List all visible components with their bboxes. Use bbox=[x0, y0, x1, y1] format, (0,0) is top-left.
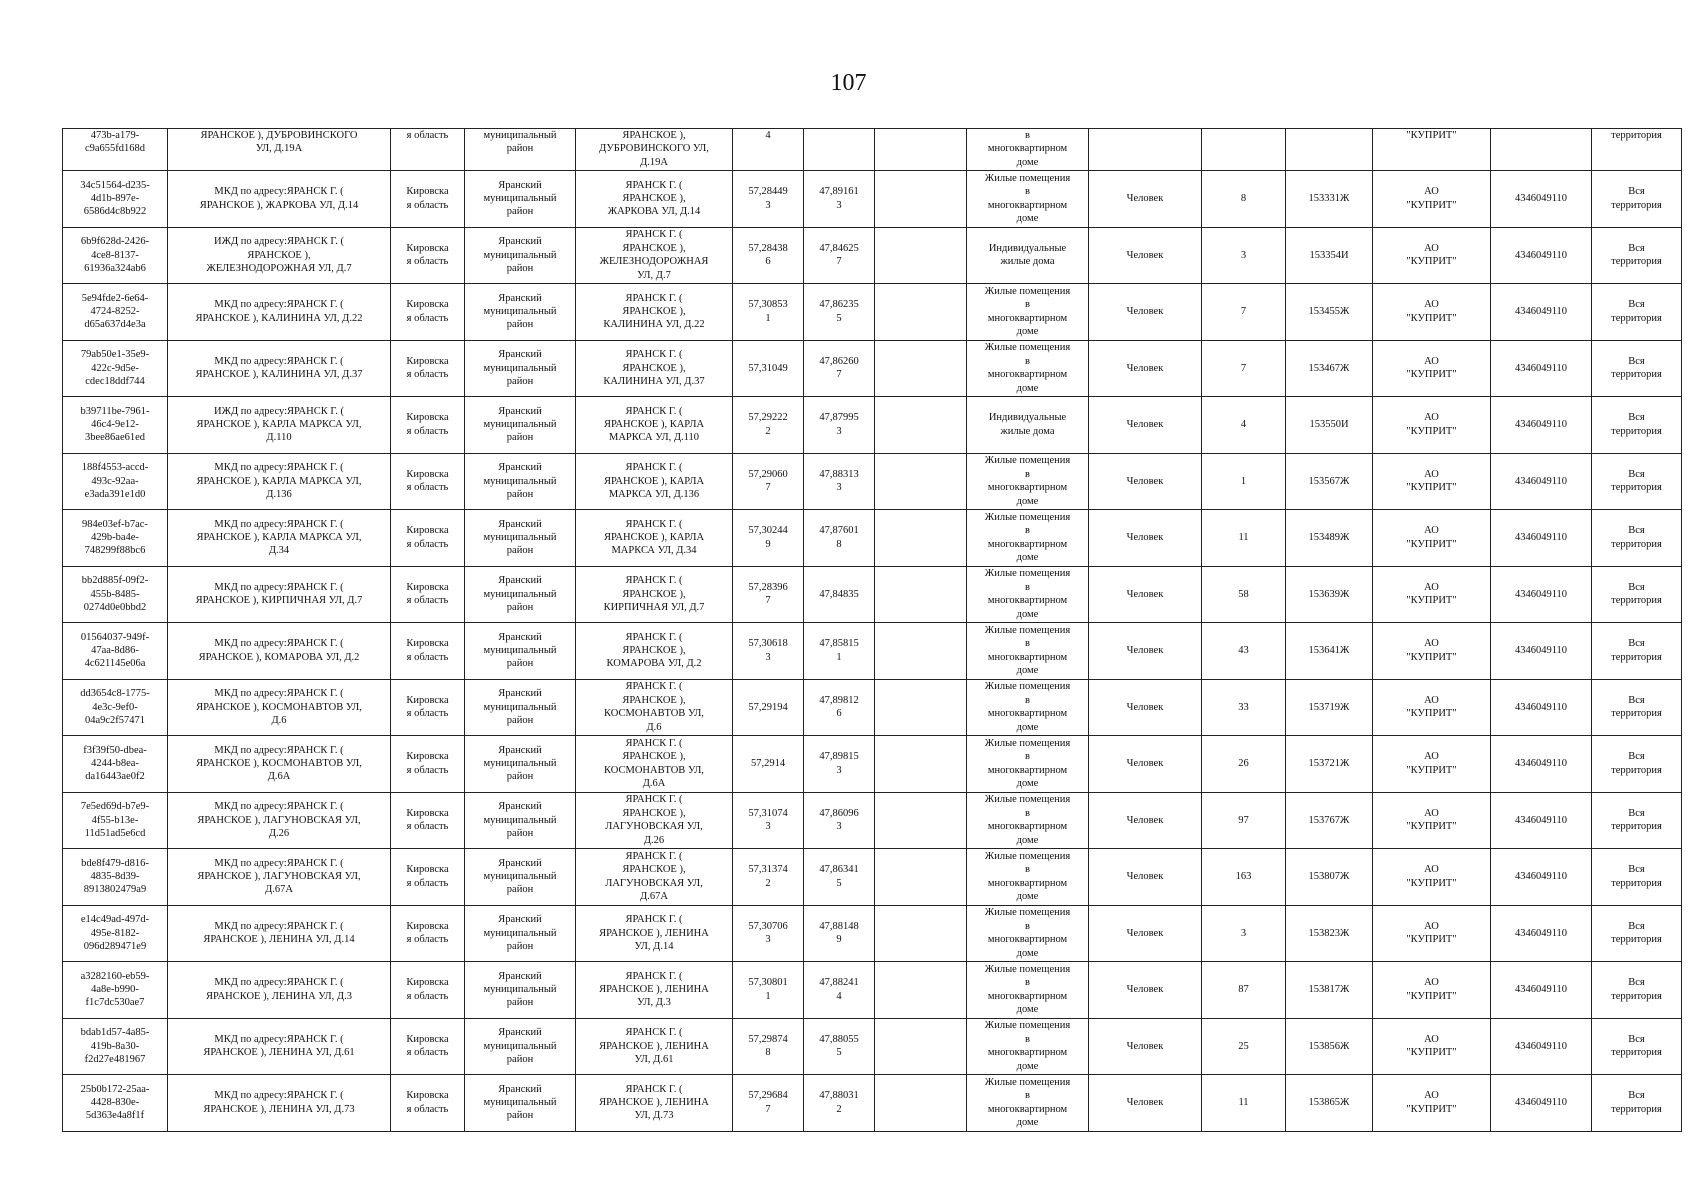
cell-latitude: 57,28449 3 bbox=[733, 171, 804, 228]
cell-longitude: 47,88055 5 bbox=[804, 1018, 875, 1075]
cell-unit: Человек bbox=[1089, 284, 1202, 341]
cell-latitude: 57,2914 bbox=[733, 736, 804, 793]
cell-longitude: 47,84625 7 bbox=[804, 227, 875, 284]
cell-type: Жилые помещения в многоквартирном доме bbox=[967, 1075, 1089, 1132]
cell-unit: Человек bbox=[1089, 566, 1202, 623]
cell-full-address: ЯРАНСК Г. ( ЯРАНСКОЕ ), КАРЛА МАРКСА УЛ, Д.110 bbox=[576, 397, 733, 454]
cell-region: Кировска я область bbox=[391, 792, 465, 849]
cell-inn: 4346049110 bbox=[1491, 849, 1592, 906]
cell-address: МКД по адресу:ЯРАНСК Г. ( ЯРАНСКОЕ ), КАЛИНИНА УЛ, Д.37 bbox=[168, 340, 391, 397]
cell-code: 153807Ж bbox=[1286, 849, 1373, 906]
cell-address: МКД по адресу:ЯРАНСК Г. ( ЯРАНСКОЕ ), ЛАГУНОВСКАЯ УЛ, Д.67А bbox=[168, 849, 391, 906]
cell-unit: Человек bbox=[1089, 905, 1202, 962]
cell-inn: 4346049110 bbox=[1491, 171, 1592, 228]
cell-latitude: 57,28396 7 bbox=[733, 566, 804, 623]
table-row bbox=[63, 905, 1682, 962]
table-row bbox=[63, 453, 1682, 510]
page-number: 107 bbox=[830, 70, 867, 96]
cell-type: Жилые помещения в многоквартирном доме bbox=[967, 1018, 1089, 1075]
registry-table bbox=[62, 128, 1682, 1132]
cell-count: 58 bbox=[1202, 566, 1286, 623]
cell-full-address: ЯРАНСК Г. ( ЯРАНСКОЕ ), ЛАГУНОВСКАЯ УЛ, Д.26 bbox=[576, 792, 733, 849]
cell-region: Кировска я область bbox=[391, 1018, 465, 1075]
cell-district: Яранский муниципальный район bbox=[465, 849, 576, 906]
cell-id: 25b0b172-25aa- 4428-830e- 5d363e4a8f1f bbox=[63, 1075, 168, 1132]
cell-territory: Вся территория bbox=[1592, 792, 1682, 849]
cell-id: bde8f479-d816- 4835-8d39- 8913802479a9 bbox=[63, 849, 168, 906]
cell-org: "КУПРИТ" bbox=[1373, 129, 1491, 171]
cell-longitude: 47,89815 3 bbox=[804, 736, 875, 793]
cell-region: Кировска я область bbox=[391, 905, 465, 962]
cell-inn: 4346049110 bbox=[1491, 284, 1592, 341]
cell-address: МКД по адресу:ЯРАНСК Г. ( ЯРАНСКОЕ ), КАРЛА МАРКСА УЛ, Д.34 bbox=[168, 510, 391, 567]
cell-latitude: 57,29684 7 bbox=[733, 1075, 804, 1132]
cell-district: муниципальный район bbox=[465, 129, 576, 171]
cell-full-address: ЯРАНСК Г. ( ЯРАНСКОЕ ), ЖАРКОВА УЛ, Д.14 bbox=[576, 171, 733, 228]
cell-org: АО "КУПРИТ" bbox=[1373, 736, 1491, 793]
cell-extra bbox=[875, 171, 967, 228]
cell-type: Жилые помещения в многоквартирном доме bbox=[967, 792, 1089, 849]
cell-territory: Вся территория bbox=[1592, 397, 1682, 454]
cell-inn: 4346049110 bbox=[1491, 962, 1592, 1019]
cell-org: АО "КУПРИТ" bbox=[1373, 227, 1491, 284]
cell-longitude: 47,87601 8 bbox=[804, 510, 875, 567]
cell-org: АО "КУПРИТ" bbox=[1373, 792, 1491, 849]
cell-region: я область bbox=[391, 129, 465, 171]
cell-id: b39711be-7961- 46c4-9e12- 3bee86ae61ed bbox=[63, 397, 168, 454]
cell-district: Яранский муниципальный район bbox=[465, 736, 576, 793]
cell-id: bdab1d57-4a85- 419b-8a30- f2d27e481967 bbox=[63, 1018, 168, 1075]
cell-latitude: 57,30706 3 bbox=[733, 905, 804, 962]
cell-full-address: ЯРАНСК Г. ( ЯРАНСКОЕ ), КОМАРОВА УЛ, Д.2 bbox=[576, 623, 733, 680]
cell-type: в многоквартирном доме bbox=[967, 129, 1089, 171]
cell-territory: Вся территория bbox=[1592, 566, 1682, 623]
cell-district: Яранский муниципальный район bbox=[465, 1075, 576, 1132]
cell-address: МКД по адресу:ЯРАНСК Г. ( ЯРАНСКОЕ ), КОМАРОВА УЛ, Д.2 bbox=[168, 623, 391, 680]
cell-longitude: 47,84835 bbox=[804, 566, 875, 623]
cell-latitude: 57,30801 1 bbox=[733, 962, 804, 1019]
cell-latitude: 57,28438 6 bbox=[733, 227, 804, 284]
cell-latitude: 57,31049 bbox=[733, 340, 804, 397]
table-row bbox=[63, 340, 1682, 397]
cell-full-address: ЯРАНСК Г. ( ЯРАНСКОЕ ), ЛЕНИНА УЛ, Д.61 bbox=[576, 1018, 733, 1075]
cell-district: Яранский муниципальный район bbox=[465, 284, 576, 341]
cell-id: 188f4553-accd- 493c-92aa- e3ada391e1d0 bbox=[63, 453, 168, 510]
cell-id: 79ab50e1-35e9- 422c-9d5e- cdec18ddf744 bbox=[63, 340, 168, 397]
cell-unit: Человек bbox=[1089, 849, 1202, 906]
cell-org: АО "КУПРИТ" bbox=[1373, 849, 1491, 906]
cell-district: Яранский муниципальный район bbox=[465, 171, 576, 228]
cell-unit: Человек bbox=[1089, 679, 1202, 736]
cell-latitude: 57,29222 2 bbox=[733, 397, 804, 454]
cell-code: 153721Ж bbox=[1286, 736, 1373, 793]
cell-org: АО "КУПРИТ" bbox=[1373, 1075, 1491, 1132]
table-row bbox=[63, 227, 1682, 284]
cell-org: АО "КУПРИТ" bbox=[1373, 566, 1491, 623]
cell-district: Яранский муниципальный район bbox=[465, 510, 576, 567]
cell-inn: 4346049110 bbox=[1491, 1075, 1592, 1132]
cell-extra bbox=[875, 227, 967, 284]
cell-longitude: 47,86096 3 bbox=[804, 792, 875, 849]
cell-territory: Вся территория bbox=[1592, 849, 1682, 906]
cell-district: Яранский муниципальный район bbox=[465, 340, 576, 397]
table-row bbox=[63, 1075, 1682, 1132]
cell-address: МКД по адресу:ЯРАНСК Г. ( ЯРАНСКОЕ ), КИРПИЧНАЯ УЛ, Д.7 bbox=[168, 566, 391, 623]
cell-region: Кировска я область bbox=[391, 171, 465, 228]
cell-count: 25 bbox=[1202, 1018, 1286, 1075]
cell-inn: 4346049110 bbox=[1491, 792, 1592, 849]
cell-org: АО "КУПРИТ" bbox=[1373, 171, 1491, 228]
cell-code bbox=[1286, 129, 1373, 171]
cell-latitude: 4 bbox=[733, 129, 804, 171]
cell-org: АО "КУПРИТ" bbox=[1373, 284, 1491, 341]
cell-territory: Вся территория bbox=[1592, 623, 1682, 680]
cell-longitude: 47,85815 1 bbox=[804, 623, 875, 680]
cell-latitude: 57,30853 1 bbox=[733, 284, 804, 341]
cell-address: МКД по адресу:ЯРАНСК Г. ( ЯРАНСКОЕ ), КАРЛА МАРКСА УЛ, Д.136 bbox=[168, 453, 391, 510]
cell-type: Жилые помещения в многоквартирном доме bbox=[967, 340, 1089, 397]
cell-id: 984e03ef-b7ac- 429b-ba4e- 748299f88bc6 bbox=[63, 510, 168, 567]
cell-latitude: 57,31074 3 bbox=[733, 792, 804, 849]
cell-address: МКД по адресу:ЯРАНСК Г. ( ЯРАНСКОЕ ), ЛЕНИНА УЛ, Д.3 bbox=[168, 962, 391, 1019]
cell-unit: Человек bbox=[1089, 1075, 1202, 1132]
cell-territory: Вся территория bbox=[1592, 453, 1682, 510]
cell-count: 1 bbox=[1202, 453, 1286, 510]
cell-district: Яранский муниципальный район bbox=[465, 453, 576, 510]
cell-code: 153639Ж bbox=[1286, 566, 1373, 623]
cell-latitude: 57,29874 8 bbox=[733, 1018, 804, 1075]
cell-type: Индивидуальные жилые дома bbox=[967, 227, 1089, 284]
cell-unit: Человек bbox=[1089, 227, 1202, 284]
cell-count: 3 bbox=[1202, 227, 1286, 284]
cell-code: 153467Ж bbox=[1286, 340, 1373, 397]
cell-count: 4 bbox=[1202, 397, 1286, 454]
cell-district: Яранский муниципальный район bbox=[465, 792, 576, 849]
cell-inn: 4346049110 bbox=[1491, 227, 1592, 284]
cell-longitude: 47,89161 3 bbox=[804, 171, 875, 228]
cell-address: МКД по адресу:ЯРАНСК Г. ( ЯРАНСКОЕ ), КАЛИНИНА УЛ, Д.22 bbox=[168, 284, 391, 341]
table-row bbox=[63, 566, 1682, 623]
cell-longitude: 47,86341 5 bbox=[804, 849, 875, 906]
cell-count: 26 bbox=[1202, 736, 1286, 793]
cell-id: 7e5ed69d-b7e9- 4f55-b13e- 11d51ad5e6cd bbox=[63, 792, 168, 849]
cell-region: Кировска я область bbox=[391, 679, 465, 736]
cell-full-address: ЯРАНСК Г. ( ЯРАНСКОЕ ), ЛЕНИНА УЛ, Д.14 bbox=[576, 905, 733, 962]
cell-type: Жилые помещения в многоквартирном доме bbox=[967, 510, 1089, 567]
cell-org: АО "КУПРИТ" bbox=[1373, 905, 1491, 962]
cell-count: 11 bbox=[1202, 510, 1286, 567]
cell-territory: Вся территория bbox=[1592, 905, 1682, 962]
data-rows bbox=[63, 171, 1682, 1132]
cell-district: Яранский муниципальный район bbox=[465, 679, 576, 736]
cell-id: dd3654c8-1775- 4e3c-9ef0- 04a9c2f57471 bbox=[63, 679, 168, 736]
cell-region: Кировска я область bbox=[391, 962, 465, 1019]
cell-count: 11 bbox=[1202, 1075, 1286, 1132]
cell-org: АО "КУПРИТ" bbox=[1373, 962, 1491, 1019]
cell-type: Жилые помещения в многоквартирном доме bbox=[967, 905, 1089, 962]
cell-longitude: 47,88031 2 bbox=[804, 1075, 875, 1132]
cell-latitude: 57,29060 7 bbox=[733, 453, 804, 510]
cell-region: Кировска я область bbox=[391, 1075, 465, 1132]
cell-address: ИЖД по адресу:ЯРАНСК Г. ( ЯРАНСКОЕ ), КАРЛА МАРКСА УЛ, Д.110 bbox=[168, 397, 391, 454]
table-row bbox=[63, 284, 1682, 341]
cell-extra bbox=[875, 453, 967, 510]
cell-type: Жилые помещения в многоквартирном доме bbox=[967, 736, 1089, 793]
cell-full-address: ЯРАНСК Г. ( ЯРАНСКОЕ ), КАРЛА МАРКСА УЛ, Д.136 bbox=[576, 453, 733, 510]
cell-extra bbox=[875, 905, 967, 962]
cell-unit: Человек bbox=[1089, 171, 1202, 228]
cell-territory: Вся территория bbox=[1592, 227, 1682, 284]
cell-id: 473b-a179- c9a655fd168d bbox=[63, 129, 168, 171]
cell-id: bb2d885f-09f2- 455b-8485- 0274d0e0bbd2 bbox=[63, 566, 168, 623]
cell-unit: Человек bbox=[1089, 736, 1202, 793]
cell-type: Жилые помещения в многоквартирном доме bbox=[967, 679, 1089, 736]
cell-longitude: 47,87995 3 bbox=[804, 397, 875, 454]
cell-unit: Человек bbox=[1089, 510, 1202, 567]
cell-org: АО "КУПРИТ" bbox=[1373, 510, 1491, 567]
cell-address: ИЖД по адресу:ЯРАНСК Г. ( ЯРАНСКОЕ ), ЖЕЛЕЗНОДОРОЖНАЯ УЛ, Д.7 bbox=[168, 227, 391, 284]
table-row bbox=[63, 849, 1682, 906]
cell-extra bbox=[875, 566, 967, 623]
cell-code: 153823Ж bbox=[1286, 905, 1373, 962]
cell-code: 153455Ж bbox=[1286, 284, 1373, 341]
cell-address: ЯРАНСКОЕ ), ДУБРОВИНСКОГО УЛ, Д.19А bbox=[168, 129, 391, 171]
cell-code: 153865Ж bbox=[1286, 1075, 1373, 1132]
cell-longitude: 47,89812 6 bbox=[804, 679, 875, 736]
cell-count: 3 bbox=[1202, 905, 1286, 962]
cell-count: 87 bbox=[1202, 962, 1286, 1019]
cell-longitude bbox=[804, 129, 875, 171]
table-row bbox=[63, 397, 1682, 454]
cell-region: Кировска я область bbox=[391, 340, 465, 397]
cell-address: МКД по адресу:ЯРАНСК Г. ( ЯРАНСКОЕ ), ЛЕНИНА УЛ, Д.14 bbox=[168, 905, 391, 962]
cell-inn: 4346049110 bbox=[1491, 566, 1592, 623]
cell-count: 8 bbox=[1202, 171, 1286, 228]
cell-latitude: 57,30244 9 bbox=[733, 510, 804, 567]
cell-full-address: ЯРАНСК Г. ( ЯРАНСКОЕ ), КАРЛА МАРКСА УЛ, Д.34 bbox=[576, 510, 733, 567]
table-row bbox=[63, 510, 1682, 567]
cell-unit: Человек bbox=[1089, 623, 1202, 680]
cell-code: 153550И bbox=[1286, 397, 1373, 454]
table-row bbox=[63, 792, 1682, 849]
cell-full-address: ЯРАНСК Г. ( ЯРАНСКОЕ ), ЛЕНИНА УЛ, Д.3 bbox=[576, 962, 733, 1019]
cell-org: АО "КУПРИТ" bbox=[1373, 340, 1491, 397]
cell-territory: Вся территория bbox=[1592, 1018, 1682, 1075]
cell-extra bbox=[875, 736, 967, 793]
cell-type: Жилые помещения в многоквартирном доме bbox=[967, 453, 1089, 510]
cell-region: Кировска я область bbox=[391, 623, 465, 680]
cell-id: 6b9f628d-2426- 4ce8-8137- 61936a324ab6 bbox=[63, 227, 168, 284]
cell-longitude: 47,86260 7 bbox=[804, 340, 875, 397]
cell-extra bbox=[875, 1075, 967, 1132]
cell-code: 153489Ж bbox=[1286, 510, 1373, 567]
cell-full-address: ЯРАНСК Г. ( ЯРАНСКОЕ ), ЖЕЛЕЗНОДОРОЖНАЯ УЛ, Д.7 bbox=[576, 227, 733, 284]
cell-type: Жилые помещения в многоквартирном доме bbox=[967, 623, 1089, 680]
cell-region: Кировска я область bbox=[391, 566, 465, 623]
table-row bbox=[63, 962, 1682, 1019]
cell-extra bbox=[875, 962, 967, 1019]
cell-type: Жилые помещения в многоквартирном доме bbox=[967, 962, 1089, 1019]
cell-code: 153719Ж bbox=[1286, 679, 1373, 736]
cell-type: Жилые помещения в многоквартирном доме bbox=[967, 171, 1089, 228]
cell-inn: 4346049110 bbox=[1491, 397, 1592, 454]
cell-region: Кировска я область bbox=[391, 736, 465, 793]
cell-unit: Человек bbox=[1089, 453, 1202, 510]
cell-unit: Человек bbox=[1089, 792, 1202, 849]
cell-extra bbox=[875, 340, 967, 397]
cell-inn: 4346049110 bbox=[1491, 736, 1592, 793]
cell-territory: территория bbox=[1592, 129, 1682, 171]
cell-id: e14c49ad-497d- 495e-8182- 096d289471e9 bbox=[63, 905, 168, 962]
cell-longitude: 47,88241 4 bbox=[804, 962, 875, 1019]
cell-code: 153856Ж bbox=[1286, 1018, 1373, 1075]
cell-inn: 4346049110 bbox=[1491, 905, 1592, 962]
cell-type: Жилые помещения в многоквартирном доме bbox=[967, 566, 1089, 623]
cell-org: АО "КУПРИТ" bbox=[1373, 679, 1491, 736]
cell-territory: Вся территория bbox=[1592, 340, 1682, 397]
cell-territory: Вся территория bbox=[1592, 510, 1682, 567]
cell-count: 43 bbox=[1202, 623, 1286, 680]
cell-territory: Вся территория bbox=[1592, 736, 1682, 793]
cell-address: МКД по адресу:ЯРАНСК Г. ( ЯРАНСКОЕ ), ЛАГУНОВСКАЯ УЛ, Д.26 bbox=[168, 792, 391, 849]
cell-inn: 4346049110 bbox=[1491, 1018, 1592, 1075]
table-row bbox=[63, 1018, 1682, 1075]
cell-inn: 4346049110 bbox=[1491, 340, 1592, 397]
cell-org: АО "КУПРИТ" bbox=[1373, 623, 1491, 680]
cell-unit: Человек bbox=[1089, 397, 1202, 454]
cell-extra bbox=[875, 284, 967, 341]
cell-unit: Человек bbox=[1089, 340, 1202, 397]
cell-full-address: ЯРАНСК Г. ( ЯРАНСКОЕ ), КОСМОНАВТОВ УЛ, Д.6 bbox=[576, 679, 733, 736]
cell-id: a3282160-eb59- 4a8e-b990- f1c7dc530ae7 bbox=[63, 962, 168, 1019]
cell-full-address: ЯРАНСК Г. ( ЯРАНСКОЕ ), КОСМОНАВТОВ УЛ, Д.6А bbox=[576, 736, 733, 793]
cell-inn: 4346049110 bbox=[1491, 453, 1592, 510]
cell-district: Яранский муниципальный район bbox=[465, 227, 576, 284]
cell-region: Кировска я область bbox=[391, 227, 465, 284]
cell-code: 153567Ж bbox=[1286, 453, 1373, 510]
cell-latitude: 57,29194 bbox=[733, 679, 804, 736]
cell-unit: Человек bbox=[1089, 962, 1202, 1019]
cell-territory: Вся территория bbox=[1592, 1075, 1682, 1132]
table-row bbox=[63, 623, 1682, 680]
cell-district: Яранский муниципальный район bbox=[465, 905, 576, 962]
cell-address: МКД по адресу:ЯРАНСК Г. ( ЯРАНСКОЕ ), ЛЕНИНА УЛ, Д.61 bbox=[168, 1018, 391, 1075]
cell-address: МКД по адресу:ЯРАНСК Г. ( ЯРАНСКОЕ ), КОСМОНАВТОВ УЛ, Д.6А bbox=[168, 736, 391, 793]
cell-address: МКД по адресу:ЯРАНСК Г. ( ЯРАНСКОЕ ), ЖАРКОВА УЛ, Д.14 bbox=[168, 171, 391, 228]
cell-id: 34c51564-d235- 4d1b-897e- 6586d4c8b922 bbox=[63, 171, 168, 228]
cell-extra bbox=[875, 1018, 967, 1075]
cell-extra bbox=[875, 397, 967, 454]
cell-count: 7 bbox=[1202, 340, 1286, 397]
cell-org: АО "КУПРИТ" bbox=[1373, 1018, 1491, 1075]
cell-count: 163 bbox=[1202, 849, 1286, 906]
cell-type: Индивидуальные жилые дома bbox=[967, 397, 1089, 454]
cell-address: МКД по адресу:ЯРАНСК Г. ( ЯРАНСКОЕ ), КОСМОНАВТОВ УЛ, Д.6 bbox=[168, 679, 391, 736]
cell-extra bbox=[875, 623, 967, 680]
cell-code: 153641Ж bbox=[1286, 623, 1373, 680]
cell-full-address: ЯРАНСКОЕ ), ДУБРОВИНСКОГО УЛ, Д.19А bbox=[576, 129, 733, 171]
cell-inn: 4346049110 bbox=[1491, 510, 1592, 567]
table-row bbox=[63, 171, 1682, 228]
cell-unit: Человек bbox=[1089, 1018, 1202, 1075]
cell-district: Яранский муниципальный район bbox=[465, 962, 576, 1019]
cell-extra bbox=[875, 129, 967, 171]
cell-extra bbox=[875, 792, 967, 849]
cell-count: 97 bbox=[1202, 792, 1286, 849]
cell-region: Кировска я область bbox=[391, 849, 465, 906]
cell-full-address: ЯРАНСК Г. ( ЯРАНСКОЕ ), КАЛИНИНА УЛ, Д.22 bbox=[576, 284, 733, 341]
cell-inn: 4346049110 bbox=[1491, 679, 1592, 736]
cell-region: Кировска я область bbox=[391, 397, 465, 454]
cell-region: Кировска я область bbox=[391, 284, 465, 341]
cell-district: Яранский муниципальный район bbox=[465, 566, 576, 623]
cell-extra bbox=[875, 679, 967, 736]
cell-count bbox=[1202, 129, 1286, 171]
cell-latitude: 57,30618 3 bbox=[733, 623, 804, 680]
cell-territory: Вся территория bbox=[1592, 284, 1682, 341]
cell-org: АО "КУПРИТ" bbox=[1373, 453, 1491, 510]
cell-inn: 4346049110 bbox=[1491, 623, 1592, 680]
cell-code: 153354И bbox=[1286, 227, 1373, 284]
cell-region: Кировска я область bbox=[391, 510, 465, 567]
cell-org: АО "КУПРИТ" bbox=[1373, 397, 1491, 454]
cell-district: Яранский муниципальный район bbox=[465, 1018, 576, 1075]
cell-id: 01564037-949f- 47aa-8d86- 4c621145e06a bbox=[63, 623, 168, 680]
cell-id: 5e94fde2-6e64- 4724-8252- d65a637d4e3a bbox=[63, 284, 168, 341]
cell-district: Яранский муниципальный район bbox=[465, 397, 576, 454]
cell-territory: Вся территория bbox=[1592, 171, 1682, 228]
cell-full-address: ЯРАНСК Г. ( ЯРАНСКОЕ ), ЛЕНИНА УЛ, Д.73 bbox=[576, 1075, 733, 1132]
cell-inn bbox=[1491, 129, 1592, 171]
cell-code: 153767Ж bbox=[1286, 792, 1373, 849]
cell-territory: Вся территория bbox=[1592, 962, 1682, 1019]
cell-full-address: ЯРАНСК Г. ( ЯРАНСКОЕ ), КАЛИНИНА УЛ, Д.37 bbox=[576, 340, 733, 397]
cell-code: 153817Ж bbox=[1286, 962, 1373, 1019]
cell-extra bbox=[875, 510, 967, 567]
cell-latitude: 57,31374 2 bbox=[733, 849, 804, 906]
cell-longitude: 47,88148 9 bbox=[804, 905, 875, 962]
cell-longitude: 47,88313 3 bbox=[804, 453, 875, 510]
cell-type: Жилые помещения в многоквартирном доме bbox=[967, 284, 1089, 341]
cell-unit bbox=[1089, 129, 1202, 171]
cell-extra bbox=[875, 849, 967, 906]
cell-type: Жилые помещения в многоквартирном доме bbox=[967, 849, 1089, 906]
cell-longitude: 47,86235 5 bbox=[804, 284, 875, 341]
cell-count: 33 bbox=[1202, 679, 1286, 736]
cell-address: МКД по адресу:ЯРАНСК Г. ( ЯРАНСКОЕ ), ЛЕНИНА УЛ, Д.73 bbox=[168, 1075, 391, 1132]
cell-district: Яранский муниципальный район bbox=[465, 623, 576, 680]
cell-id: f3f39f50-dbea- 4244-b8ea- da16443ae0f2 bbox=[63, 736, 168, 793]
cell-territory: Вся территория bbox=[1592, 679, 1682, 736]
table-row bbox=[63, 679, 1682, 736]
cell-count: 7 bbox=[1202, 284, 1286, 341]
cell-region: Кировска я область bbox=[391, 453, 465, 510]
table-row bbox=[63, 129, 1682, 171]
cell-code: 153331Ж bbox=[1286, 171, 1373, 228]
cell-full-address: ЯРАНСК Г. ( ЯРАНСКОЕ ), ЛАГУНОВСКАЯ УЛ, Д.67А bbox=[576, 849, 733, 906]
cell-full-address: ЯРАНСК Г. ( ЯРАНСКОЕ ), КИРПИЧНАЯ УЛ, Д.7 bbox=[576, 566, 733, 623]
table-row bbox=[63, 736, 1682, 793]
